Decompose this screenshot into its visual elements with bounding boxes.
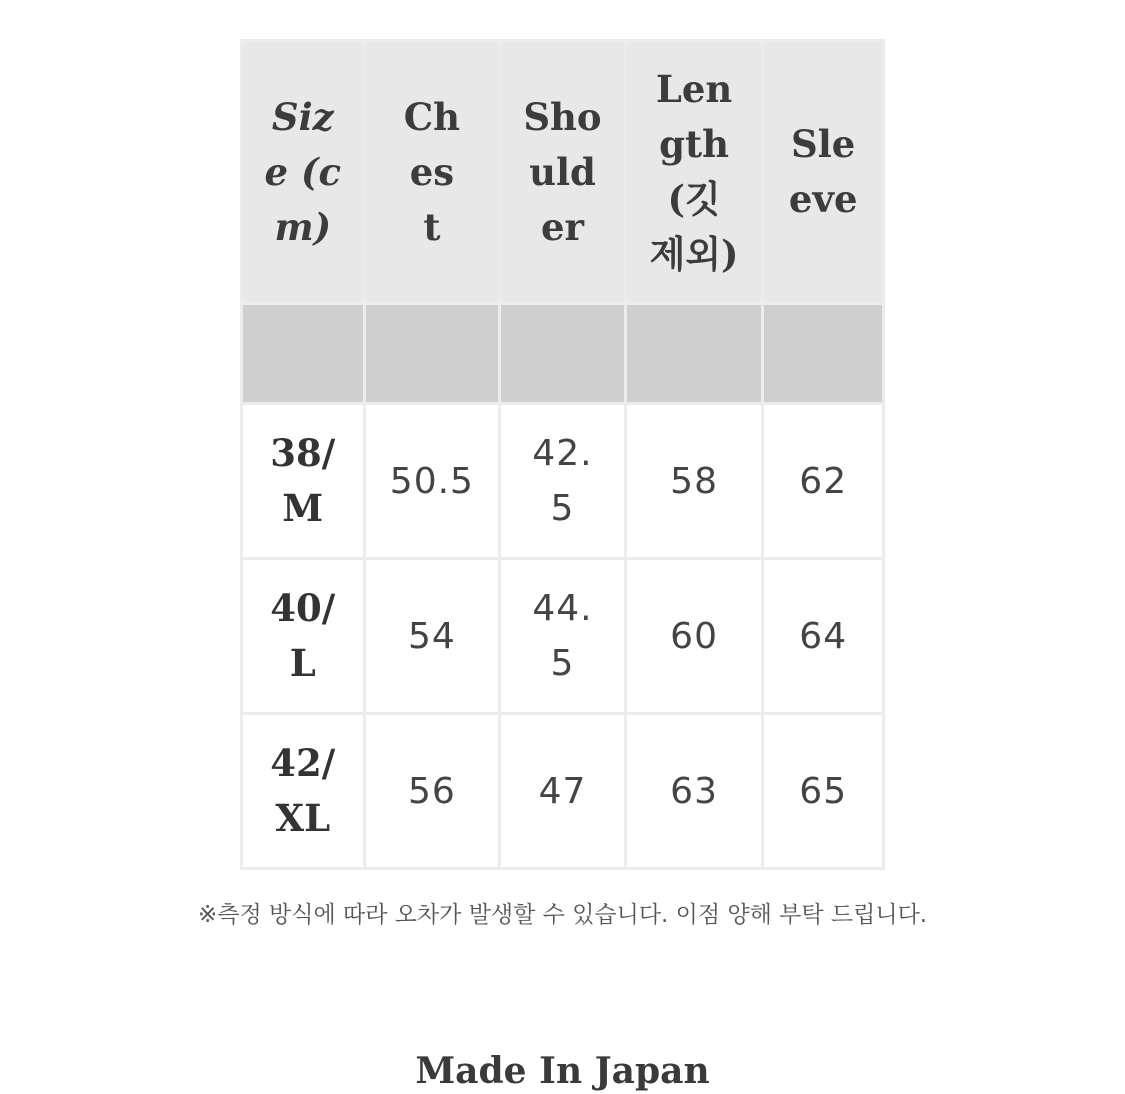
table-row <box>243 405 882 557</box>
header-length: Length (깃 제외) <box>627 42 762 302</box>
shoulder-cell: 44.5 <box>501 560 624 712</box>
size-cell: 40/L <box>243 560 363 712</box>
origin-label: Made In Japan <box>415 1050 710 1092</box>
size-chart-table <box>240 39 885 870</box>
header-size: Size (cm) <box>243 42 363 302</box>
measurement-note: ※측정 방식에 따라 오차가 발생할 수 있습니다. 이점 양해 부탁 드립니다. <box>198 902 928 928</box>
length-cell: 63 <box>627 715 762 867</box>
sleeve-cell: 65 <box>764 715 882 867</box>
spacer-cell <box>366 305 499 402</box>
size-cell: 38/M <box>243 405 363 557</box>
header-chest: Chest <box>366 42 499 302</box>
sleeve-cell: 64 <box>764 560 882 712</box>
table-header-row <box>243 42 882 302</box>
table-row <box>243 560 882 712</box>
table-spacer-row <box>243 305 882 402</box>
header-sleeve: Sleeve <box>764 42 882 302</box>
length-cell: 58 <box>627 405 762 557</box>
shoulder-cell: 42.5 <box>501 405 624 557</box>
spacer-cell <box>627 305 762 402</box>
spacer-cell <box>764 305 882 402</box>
chest-cell: 54 <box>366 560 499 712</box>
spacer-cell <box>501 305 624 402</box>
size-cell: 42/XL <box>243 715 363 867</box>
length-cell: 60 <box>627 560 762 712</box>
chest-cell: 50.5 <box>366 405 499 557</box>
header-shoulder: Shoulder <box>501 42 624 302</box>
spacer-cell <box>243 305 363 402</box>
sleeve-cell: 62 <box>764 405 882 557</box>
shoulder-cell: 47 <box>501 715 624 867</box>
table-row <box>243 715 882 867</box>
chest-cell: 56 <box>366 715 499 867</box>
